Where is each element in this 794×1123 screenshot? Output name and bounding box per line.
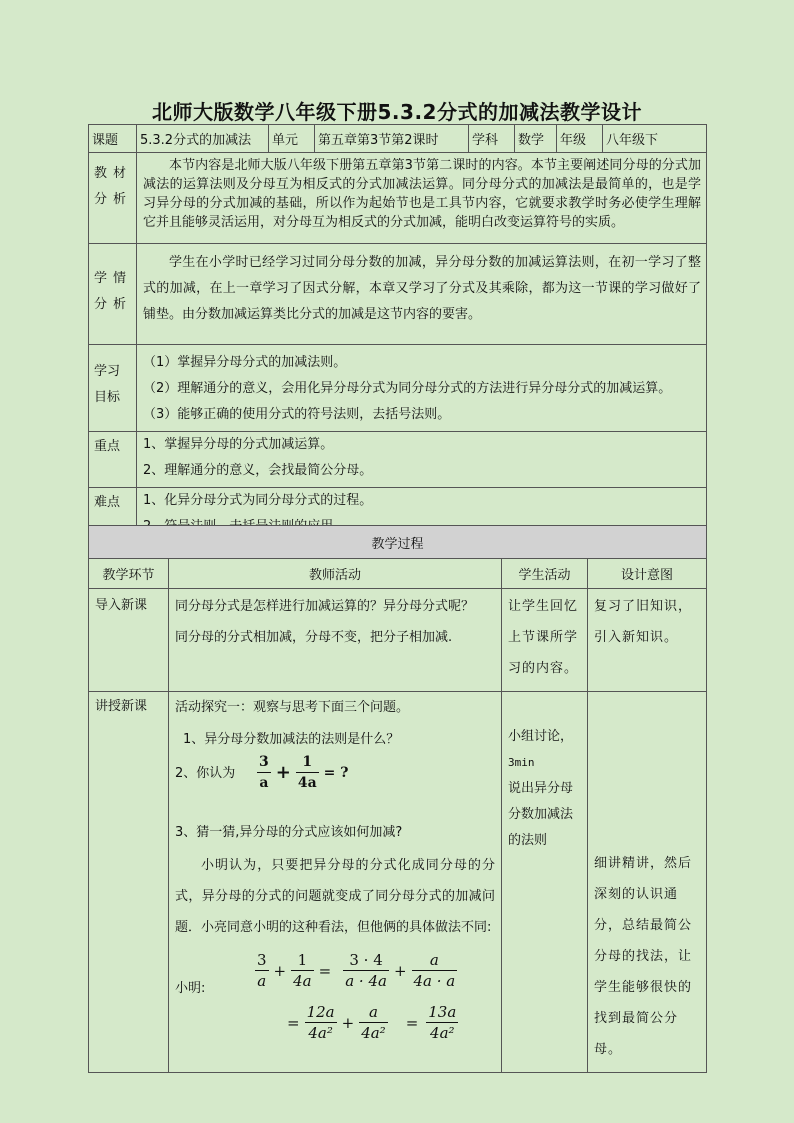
process-band: 教学过程 bbox=[89, 526, 707, 559]
key-point-item: 2、理解通分的意义，会找最简公分母。 bbox=[143, 463, 373, 478]
difficulties-label: 难点 bbox=[89, 488, 137, 544]
unit-label: 单元 bbox=[269, 125, 315, 153]
student-intro: 让学生回忆上节课所学习的内容。 bbox=[502, 589, 588, 692]
xiaoming-paragraph: 小明认为，只要把异分母的分式化成同分母的分式，异分母的分式的问题就变成了同分母分式的加减问题．小亮同意小明的这种看法，但他俩的具体做法不同: bbox=[175, 858, 495, 935]
stage-lecture: 讲授新课 bbox=[89, 692, 169, 1073]
question-1: 1、异分母分数加减法的法则是什么？ bbox=[183, 732, 400, 747]
objective-item: （3）能够正确的使用分式的符号法则，去括号法则。 bbox=[143, 407, 451, 422]
topic-value: 5.3.2分式的加减法 bbox=[137, 125, 269, 153]
subject-value: 数学 bbox=[515, 125, 557, 153]
textbook-row bbox=[89, 153, 707, 244]
explore-heading: 活动探究一：观察与思考下面三个问题。 bbox=[175, 700, 410, 715]
col-intent: 设计意图 bbox=[588, 559, 707, 589]
question-3: 3、猜一猜,异分母的分式应该如何加减? bbox=[175, 825, 403, 840]
xiaoming-label: 小明: bbox=[175, 981, 206, 996]
col-student: 学生活动 bbox=[502, 559, 588, 589]
grade-value: 八年级下 bbox=[603, 125, 707, 153]
students-label: 学情 分析 bbox=[89, 244, 137, 345]
key-points-row bbox=[89, 432, 707, 488]
document-title: 北师大版数学八年级下册5.3.2分式的加减法教学设计 bbox=[152, 100, 642, 124]
key-points-list bbox=[137, 432, 707, 488]
col-stage: 教学环节 bbox=[89, 559, 169, 589]
header-row bbox=[89, 125, 707, 153]
question-2: 2、你认为 bbox=[175, 766, 236, 781]
topic-label: 课题 bbox=[89, 125, 137, 153]
difficulty-item: 1、化异分母分式为同分母分式的过程。 bbox=[143, 493, 373, 508]
intent-intro: 复习了旧知识，引入新知识。 bbox=[588, 589, 707, 692]
info-table bbox=[88, 124, 707, 544]
key-points-label: 重点 bbox=[89, 432, 137, 488]
students-text: 学生在小学时已经学习过同分母分数的加减，异分母分数的加减运算法则，在初一学习了整式的加减，在上一章学习了因式分解，本章又学习了分式及其乘除，都为这一节课的学习做好了铺垫。由分数加减运算类比分式的加减是这节内容的要害。 bbox=[137, 244, 707, 345]
key-point-item: 1、掌握异分母的分式加减运算。 bbox=[143, 437, 334, 452]
objectives-list bbox=[137, 345, 707, 432]
stage-intro: 导入新课 bbox=[89, 589, 169, 692]
intent-lecture: 细讲精讲，然后深刻的认识通分，总结最简公分母的找法，让学生能够很快的找到最简公分母。 bbox=[588, 692, 707, 1073]
textbook-text: 本节内容是北师大版八年级下册第五章第3节第二课时的内容。本节主要阐述同分母的分式加减法的运算法则及分母互为相反式的分式加减法运算。同分母分式的加减法是最简单的，也是学习异分母的分式加减的基础，所以作为起始节也是工具节内容，它就要求教学时务必使学生理解它并且能够灵活运用，对分母互为相反式的分式加减，能明白改变运算符号的实质。 bbox=[137, 153, 707, 244]
grade-label: 年级 bbox=[557, 125, 603, 153]
student-lecture: 小组讨论， 3min 说出异分母 分数加减法 的法则 bbox=[502, 692, 588, 1073]
calc-line-1: 3 a + $\frac{1}{4a}$ = $\frac{3 \cdot 4}{a \cdot 4a}$ + $\frac{a}{4a \cdot a}$ bbox=[257, 951, 456, 990]
textbook-label: 教材 分析 bbox=[89, 153, 137, 244]
objective-item: （1）掌握异分母分式的加减法则。 bbox=[143, 355, 347, 370]
subject-label: 学科 bbox=[469, 125, 515, 153]
unit-value: 第五章第3节第2课时 bbox=[315, 125, 469, 153]
teacher-intro: 同分母分式是怎样进行加减运算的？异分母分式呢？ 同分母的分式相加减，分母不变，把分子相加减. bbox=[169, 589, 502, 692]
question-2-expression: 3 a + $\frac{1}{4a}$ = ? bbox=[259, 754, 349, 791]
objective-item: （2）理解通分的意义，会用化异分母分式为同分母分式的方法进行异分母分式的加减运算。 bbox=[143, 381, 672, 396]
objectives-label: 学习 目标 bbox=[89, 345, 137, 432]
process-header-row bbox=[89, 559, 707, 589]
process-table bbox=[88, 525, 707, 1073]
students-row bbox=[89, 244, 707, 345]
process-row-intro bbox=[89, 589, 707, 692]
col-teacher: 教师活动 bbox=[169, 559, 502, 589]
objectives-row bbox=[89, 345, 707, 432]
calc-line-2: = $\frac{12a}{\text{4a²}}$ + $\frac{a}{\text{4a²}}$ = $\frac{13a}{\text{4a²}}$ bbox=[287, 1003, 457, 1042]
